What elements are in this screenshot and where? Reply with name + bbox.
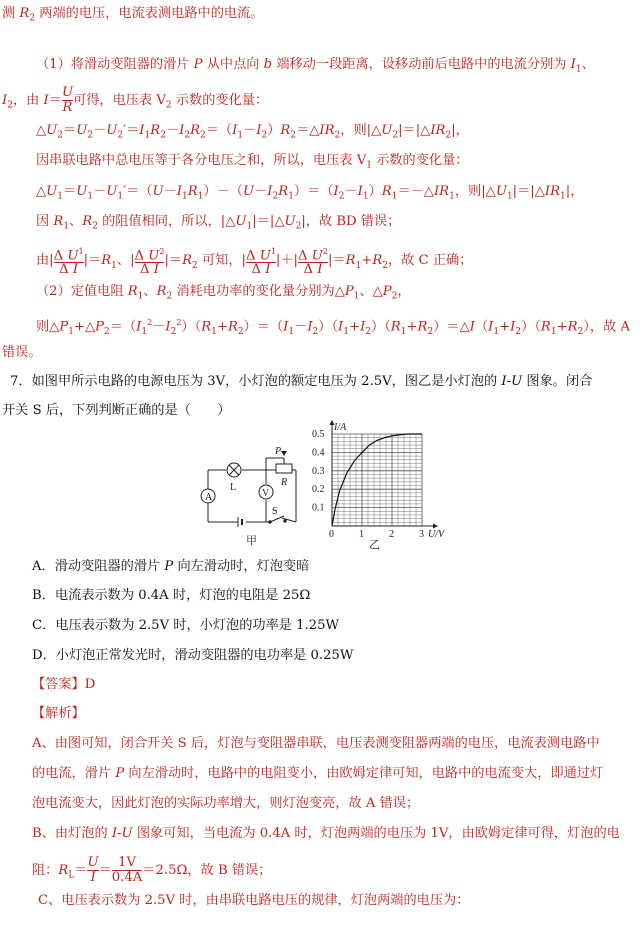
ammeter-label: A [205, 492, 213, 503]
text-line-9: （2）定值电阻 $R_1$、$R_2$ 消耗电功率的变化量分别为$\triangle P_1$、$\triangle P_2$， [36, 284, 411, 302]
y-tick-label: 0.5 [312, 429, 325, 440]
text-line-1: 测 $R_2$ 两端的电压，电流表测电路中的电流。 [2, 6, 264, 24]
question-7-line-2: 开关 S 后，下列判断正确的是（ ） [2, 403, 231, 418]
analysis-b-line-1: B、由灯泡的 I-U 图象可知，当电流为 0.4A 时，灯泡两端的电压为 1V，由欧姆定律可得，灯泡的电 [32, 826, 620, 841]
option-b: B．电流表示数为 0.4A 时，灯泡的电阻是 25Ω [32, 588, 311, 603]
x-axis-arrow [433, 524, 438, 529]
text-line-8: 由| $\frac{\Delta U^1}{\text{Δ I}}$ $|=R_1$、| $\frac{\Delta U^2}{\text{Δ I}}$ $|=R_2$ 可知，| $\frac{\Delta U^1}{\text{Δ I}}$ |＋| $\frac{\Delta U^2}{\text{Δ I}}$ $|=R_1+R_2$，故 C 正确； [36, 247, 473, 278]
text-line-5: 因串联电路中总电压等于各分电压之和，所以，电压表 $V_1$ 示数的变化量： [36, 153, 469, 171]
rheostat-label: R [281, 477, 288, 488]
analysis-a-line-1: A、由图可知，闭合开关 S 后，灯泡与变阻器串联，电压表测变阻器两端的电压，电流表测电路中 [32, 736, 600, 751]
slider-label: P [275, 446, 282, 457]
analysis-a-line-2: 的电流，滑片 P 向左滑动时，电路中的电阻变小，由欧姆定律可知，电路中的电流变大，即通过灯 [32, 766, 604, 781]
lamp-icon [227, 463, 241, 477]
text-line-10: 则$\triangle P_1+\triangle P_2=(I_1^2-I_2^2)(R_1+R_2)=(I_1-I_2)(I_1+I_2)(R_1+R_2)=\triangle I(I_1+I_2)(R_1+R_2)$，故 A [36, 318, 630, 338]
analysis-heading: 【解析】 [32, 706, 85, 721]
analysis-a-line-3: 泡电流变大，因此灯泡的实际功率增大，则灯泡变亮，故 A 错误； [32, 796, 420, 811]
analysis-b-line-2: 阻：$R_L=$ $\frac{U}{I}$ ＝ $\frac{1V}{0.4A}$ ＝2.5Ω，故 B 错误； [32, 855, 272, 885]
text-line-3: $I_2$，由 I＝ $\frac{U}{R}$ 可得，电压表 $V_2$ 示数的变化量： [2, 85, 269, 115]
question-7-line-1: 7．如图甲所示电路的电源电压为 3V，小灯泡的额定电压为 2.5V，图乙是小灯泡的 I-U 图象。闭合 [10, 374, 593, 389]
option-c: C．电压表示数为 2.5V 时，小灯泡的功率是 1.25W [32, 618, 340, 633]
x-tick-label: 3 [419, 529, 424, 540]
circuit-caption: 甲 [246, 535, 257, 547]
answer-line: 【答案】D [32, 677, 96, 692]
x-tick-label: 0 [329, 529, 334, 540]
text-line-4: $\triangle U_2=U_2-U_2'=I_1R_2-I_2R_2=(I_1-I_2)R_2=\triangle IR_2$，则$|\triangle U_2|=|\triangle IR_2|$， [36, 123, 469, 141]
x-axis-label: U/V [428, 529, 445, 540]
option-d: D．小灯泡正常发光时，滑动变阻器的电功率是 0.25W [32, 648, 354, 663]
switch-label: S [272, 506, 278, 517]
y-tick-label: 0.2 [312, 484, 325, 496]
x-tick-label: 2 [389, 529, 394, 540]
voltmeter-label: V [262, 488, 270, 499]
y-tick-label: 0.3 [312, 465, 325, 477]
text-line-6: $\triangle U_1=U_1-U_1'=(U-I_1R_1)-(U-I_2R_1)=(I_2-I_1)R_1=-\triangle IR_1$，则$|\triangle U_1|=|\triangle IR_1|$， [36, 184, 584, 202]
analysis-c-line-1: C、电压表示数为 2.5V 时，由串联电路电压的规律，灯泡两端的电压为： [38, 893, 470, 908]
y-tick-label: 0.4 [312, 447, 325, 459]
text-line-2: （1）将滑动变阻器的滑片 P 从中点向 b 端移动一段距离，设移动前后电路中的电流分别为 $I_1$、 [36, 57, 595, 75]
iu-chart [310, 420, 460, 550]
lamp-label: L [230, 482, 237, 493]
option-a: A．滑动变阻器的滑片 P 向左滑动时，灯泡变暗 [32, 559, 310, 574]
y-tick-label: 0.1 [312, 502, 325, 514]
y-axis-label: I/A [334, 422, 347, 433]
text-line-11: 错误。 [2, 345, 42, 360]
x-tick-label: 1 [359, 529, 364, 540]
text-line-7: 因 $R_1$、$R_2$ 的阻值相同，所以，$|\triangle U_1|=|\triangle U_2|$，故 BD 错误； [36, 214, 401, 232]
chart-caption: 乙 [369, 539, 380, 550]
iu-curve [332, 434, 422, 526]
circuit-diagram [196, 440, 306, 550]
